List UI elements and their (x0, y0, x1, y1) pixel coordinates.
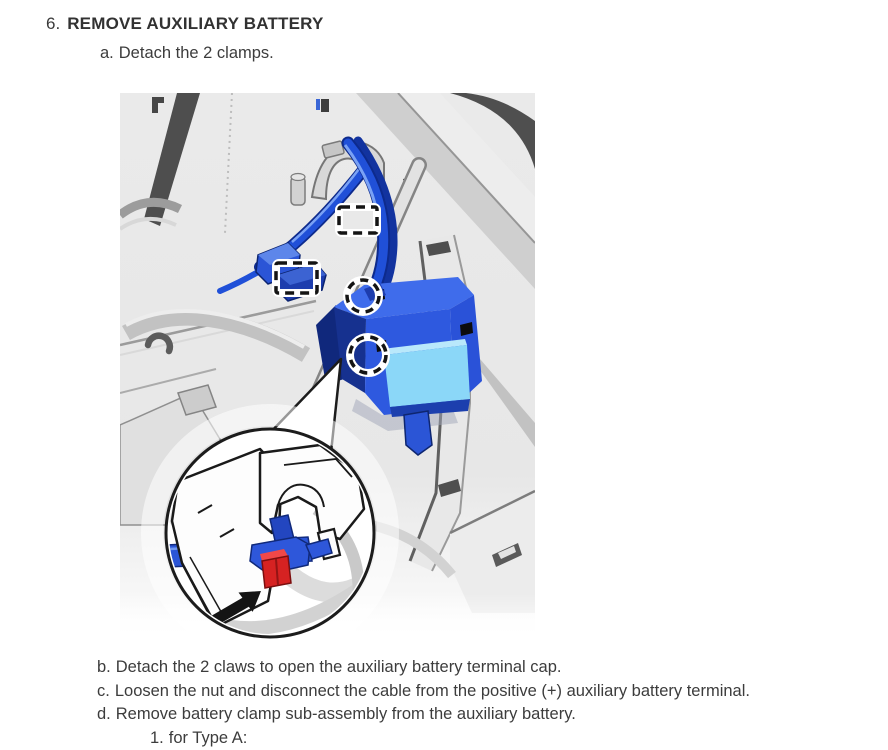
substep-list (97, 656, 888, 750)
sub-substep-text: for Type A: (169, 729, 248, 747)
substep-a-text: Detach the 2 clamps. (119, 44, 274, 62)
sub-substep-type-a (150, 727, 888, 750)
substep-c-label: c. (97, 682, 110, 700)
step-number: 6. (46, 14, 60, 33)
sub-substep-label: 1. (150, 729, 164, 747)
substep-d-text: Remove battery clamp sub-assembly from the auxiliary battery. (116, 705, 576, 723)
terminal-nut (260, 549, 291, 588)
step-heading (46, 13, 888, 35)
battery-illustration (120, 93, 535, 639)
substep-c-text: Loosen the nut and disconnect the cable from the positive (+) auxiliary battery terminal. (115, 682, 750, 700)
substep-d (97, 703, 888, 727)
substep-b-label: b. (97, 658, 111, 676)
substep-a (100, 43, 888, 64)
step-title: REMOVE AUXILIARY BATTERY (67, 14, 323, 33)
figure-auxiliary-battery (120, 93, 535, 639)
substep-d-label: d. (97, 705, 111, 723)
substep-c (97, 680, 888, 704)
substep-b-text: Detach the 2 claws to open the auxiliary battery terminal cap. (116, 658, 562, 676)
substep-b (97, 656, 888, 680)
substep-a-label: a. (100, 44, 114, 62)
battery-cyan-panel (384, 345, 470, 407)
